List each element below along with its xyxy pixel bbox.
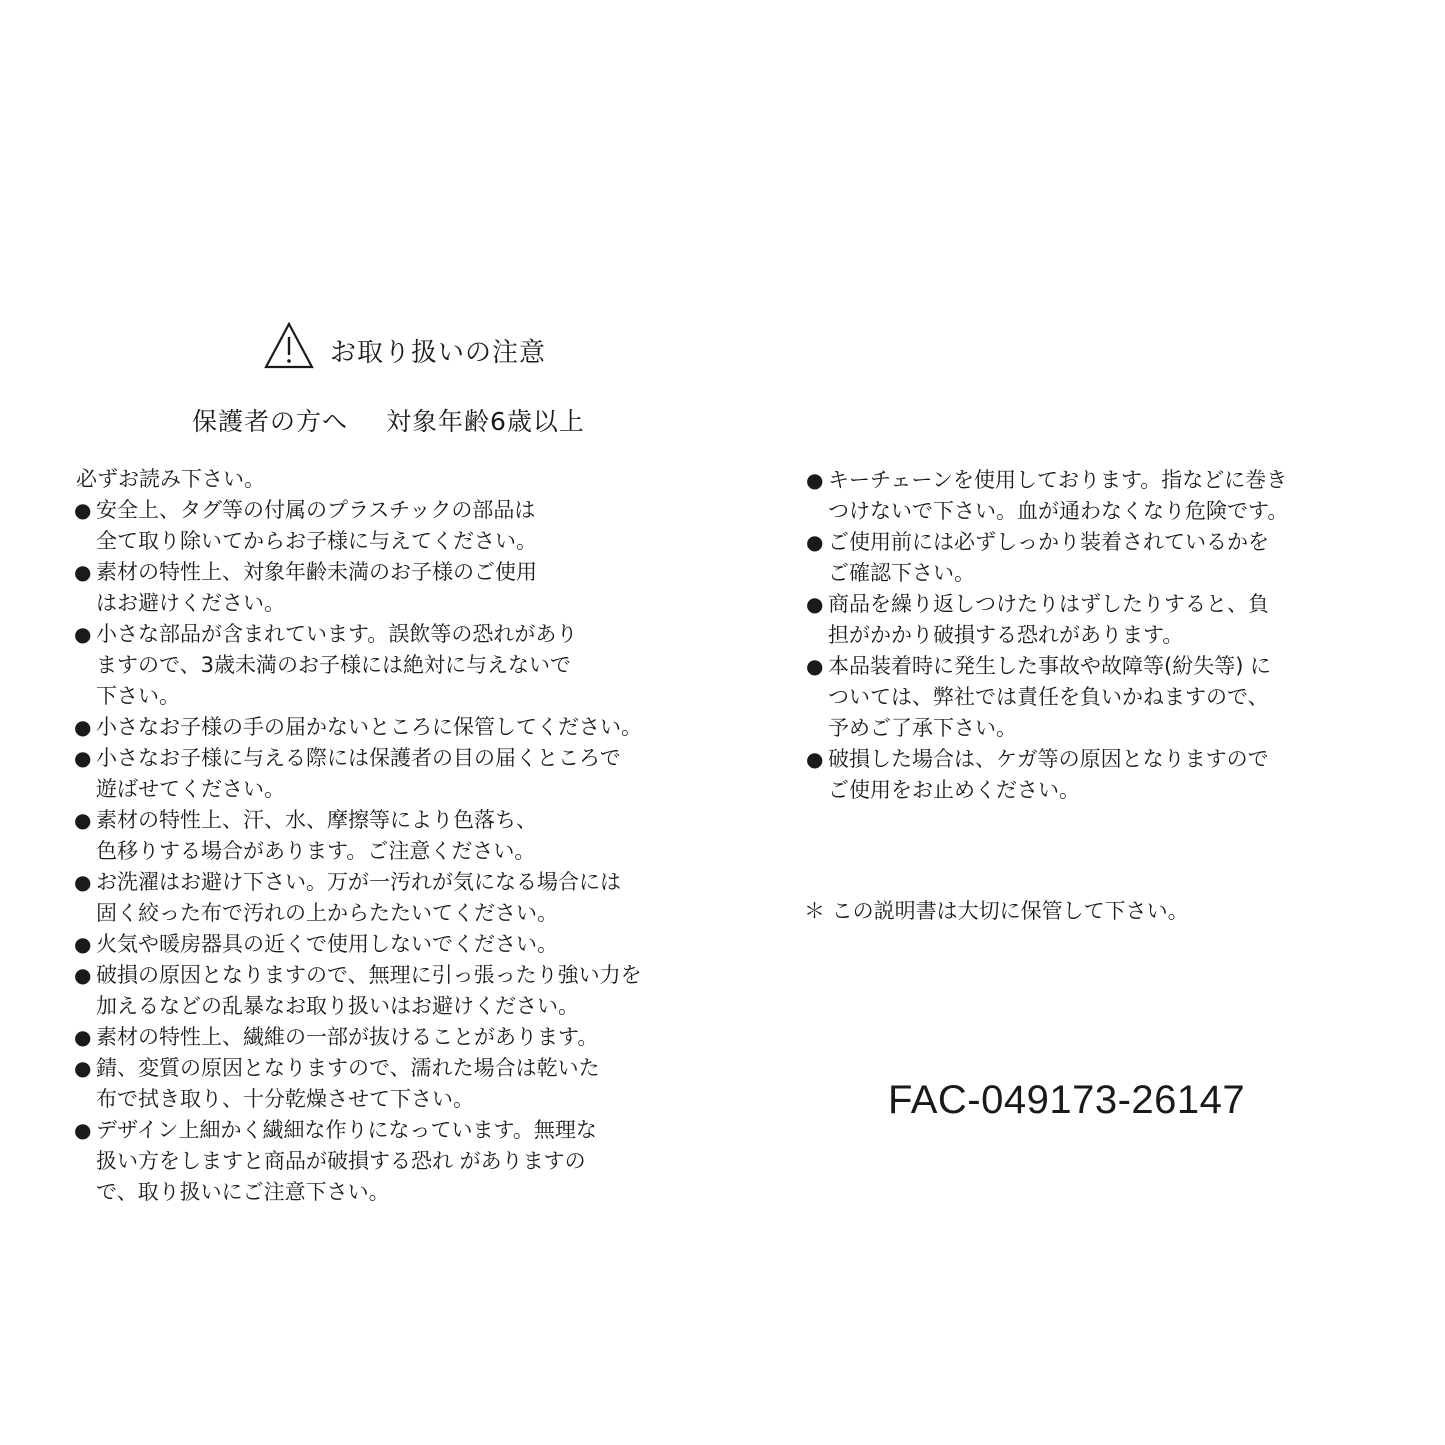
intro-text: 必ずお読み下さい。 <box>76 467 265 491</box>
bullet-icon: ● <box>806 592 824 616</box>
caution-item: ● お洗濯はお避け下さい。万が一汚れが気になる場合には 固く絞った布で汚れの上からたたいてください。 <box>74 867 674 929</box>
warning-triangle-icon <box>264 322 314 370</box>
bullet-icon: ● <box>806 747 824 771</box>
bullet-icon: ● <box>74 498 92 522</box>
right-column <box>806 465 1366 806</box>
page-subtitle <box>192 402 585 438</box>
bullet-icon: ● <box>806 654 824 678</box>
footnote: ＊ この説明書は大切に保管して下さい。 <box>804 899 1189 923</box>
caution-item: ● 小さなお子様の手の届かないところに保管してください。 <box>74 712 674 743</box>
bullet-icon: ● <box>74 560 92 584</box>
product-code: FAC-049173-26147 <box>888 1078 1246 1122</box>
caution-item: ● デザイン上細かく繊細な作りになっています。無理な 扱い方をしますと商品が破損する恐れ がありますの で、取り扱いにご注意下さい。 <box>74 1115 674 1208</box>
caution-item: ● 本品装着時に発生した事故や故障等(紛失等) に ついては、弊社では責任を負いかねますので、 予めご了承下さい。 <box>806 651 1366 744</box>
bullet-icon: ● <box>74 1056 92 1080</box>
guardian-label: 保護者の方へ <box>192 407 349 436</box>
target-age-label: 対象年齢6歳以上 <box>386 407 585 436</box>
caution-item: ● 商品を繰り返しつけたりはずしたりすると、負 担がかかり破損する恐れがあります。 <box>806 589 1366 651</box>
bullet-icon: ● <box>74 963 92 987</box>
bullet-icon: ● <box>806 468 824 492</box>
bullet-icon: ● <box>74 808 92 832</box>
bullet-icon: ● <box>806 530 824 554</box>
caution-item: ● 素材の特性上、対象年齢未満のお子様のご使用 はお避けください。 <box>74 557 674 619</box>
bullet-icon: ● <box>74 1118 92 1142</box>
caution-item: ● 破損した場合は、ケガ等の原因となりますので ご使用をお止めください。 <box>806 744 1366 806</box>
caution-item: ● 小さな部品が含まれています。誤飲等の恐れがあり ますので、3歳未満のお子様には絶対に与えないで 下さい。 <box>74 619 674 712</box>
caution-item: ● ご使用前には必ずしっかり装着されているかを ご確認下さい。 <box>806 527 1366 589</box>
caution-item: ● 安全上、タグ等の付属のプラスチックの部品は 全て取り除いてからお子様に与えてください。 <box>74 495 674 557</box>
left-column <box>74 464 674 1208</box>
bullet-icon: ● <box>74 870 92 894</box>
page-title: お取り扱いの注意 <box>330 337 547 368</box>
bullet-icon: ● <box>74 622 92 646</box>
caution-item: ● 破損の原因となりますので、無理に引っ張ったり強い力を 加えるなどの乱暴なお取り扱いはお避けください。 <box>74 960 674 1022</box>
bullet-icon: ● <box>74 746 92 770</box>
caution-item: ● キーチェーンを使用しております。指などに巻き つけないで下さい。血が通わなくなり危険です。 <box>806 465 1366 527</box>
caution-item: ● 小さなお子様に与える際には保護者の目の届くところで 遊ばせてください。 <box>74 743 674 805</box>
bullet-icon: ● <box>74 932 92 956</box>
caution-item: ● 錆、変質の原因となりますので、濡れた場合は乾いた 布で拭き取り、十分乾燥させて下さい。 <box>74 1053 674 1115</box>
bullet-icon: ● <box>74 1025 92 1049</box>
page-header <box>264 322 546 370</box>
bullet-icon: ● <box>74 715 92 739</box>
caution-item: ● 火気や暖房器具の近くで使用しないでください。 <box>74 929 674 960</box>
caution-item: ● 素材の特性上、汗、水、摩擦等により色落ち、 色移りする場合があります。ご注意ください。 <box>74 805 674 867</box>
caution-item: ● 素材の特性上、繊維の一部が抜けることがあります。 <box>74 1022 674 1053</box>
